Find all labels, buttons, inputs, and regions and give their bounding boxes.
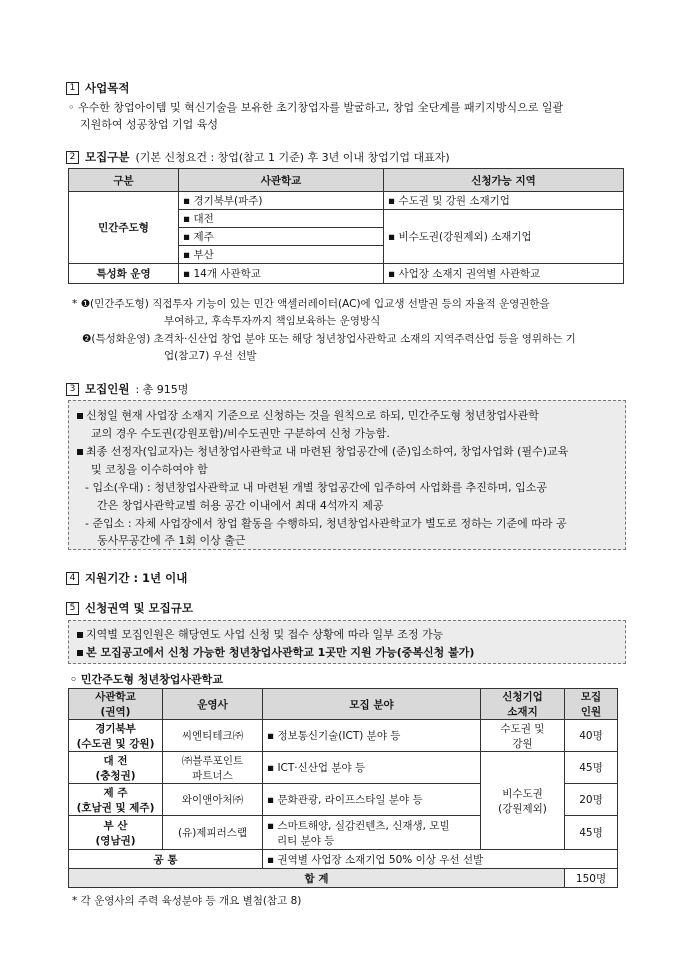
cell-line: 파트너스	[192, 769, 233, 782]
body-line: 본 모집공고에서 신청 가능한 청년창업사관학교 1곳만 지원 가능(중복신청 불가)	[86, 646, 475, 659]
section-4-heading	[66, 570, 187, 586]
table-cell: ▪ 수도권 및 강원 소재기업	[384, 192, 624, 210]
body-line: 지역별 모집인원은 해당연도 사업 신청 및 접수 상황에 따라 일부 조정 가능	[86, 628, 444, 641]
table-header: 사관학교	[179, 169, 384, 192]
cell-line: (호남권 및 제주)	[76, 801, 155, 814]
body-line: 동사무공간에 주 1회 이상 출근	[97, 534, 246, 547]
section-title: 지원기간 : 1년 이내	[85, 571, 188, 585]
table-cell	[69, 784, 163, 816]
table-cell: ▪ ICT·신산업 분야 등	[263, 752, 481, 784]
table-cell: ▪ 14개 사관학교	[179, 264, 384, 284]
body-line: ◦ 우수한 창업아이템 및 혁신기술을 보유한 초기창업자를 발굴하고, 창업 全단계를 패키지방식으로 일괄	[68, 101, 564, 114]
notice-box	[68, 620, 626, 664]
table-cell	[481, 752, 565, 850]
body-line: 교의 경우 수도권(강원포함)/비수도권만 구분하여 신청 가능함.	[91, 427, 390, 440]
cell-line: 수도권 및	[500, 722, 545, 735]
cell-line: 부 산	[103, 819, 128, 832]
recruitment-table	[68, 688, 618, 888]
bullet-icon	[77, 449, 83, 455]
table-cell: 20명	[565, 784, 618, 816]
cell-line: ㈜블루포인트	[181, 754, 244, 767]
footnote: * 각 운영사의 주력 육성분야 등 개요 별첨(참고 8)	[72, 895, 302, 907]
cell-line: (영남권)	[95, 834, 136, 847]
cell-line: (강원제외)	[498, 802, 547, 815]
header-line: 모집	[580, 691, 602, 703]
note-line: * ❶(민간주도형) 직접투자 기능이 있는 민간 액셀러레이터(AC)에 입교생 선발권 등의 자율적 운영권한을	[72, 298, 550, 310]
table-cell: 45명	[565, 752, 618, 784]
table-row	[69, 720, 618, 752]
cell-line: (충청권)	[95, 769, 136, 782]
bullet-icon	[77, 413, 83, 419]
section-number: 2	[66, 151, 79, 164]
category-table	[68, 168, 624, 284]
body-line: 지원하여 성공창업 기업 육성	[80, 118, 219, 131]
table-header	[481, 689, 565, 720]
section-2-heading	[66, 149, 450, 165]
table-cell: ▪ 정보통신기술(ICT) 분야 등	[263, 720, 481, 752]
section-subtitle: (기본 신청요건 : 창업(참고 1 기준) 후 3년 이내 창업기업 대표자)	[135, 151, 450, 164]
section-number: 5	[66, 602, 79, 615]
header-line: 인원	[580, 706, 602, 718]
body-line: 및 코칭을 이수하여야 함	[91, 463, 208, 476]
body-line: 최종 선정자(입교자)는 청년창업사관학교 내 마련된 창업공간에 (준)입소하여, 창업사업화 (필수)교육	[86, 445, 569, 458]
header-line: 신청기업	[502, 691, 543, 703]
section-number: 4	[66, 572, 79, 585]
table-cell: ▪ 부산	[179, 246, 384, 264]
table-cell	[69, 752, 163, 784]
section-1-heading	[66, 80, 129, 96]
body-line: 간은 창업사관학교별 허용 공간 이내에서 최대 4석까지 제공	[97, 499, 384, 512]
table-cell	[481, 720, 565, 752]
note-line: ❷(특성화운영) 초격차·신산업 창업 분야 또는 해당 청년창업사관학교 소재의 지역주력산업 등을 영위하는 기	[82, 333, 576, 345]
table-header: 모집 분야	[263, 689, 481, 720]
table-cell: 45명	[565, 816, 618, 850]
table-cell	[263, 816, 481, 850]
table-cell: 씨엔티테크㈜	[163, 720, 263, 752]
table-row	[69, 869, 618, 888]
table-header: 신청가능 지역	[384, 169, 624, 192]
section-3-heading	[66, 381, 188, 397]
bullet-icon	[77, 650, 83, 656]
cell-line: 비수도권	[502, 787, 543, 800]
cell-line: ▪ 스마트해양, 실감컨텐츠, 신재생, 모빌	[267, 819, 450, 832]
section-title: 신청권역 및 모집규모	[85, 601, 193, 615]
body-line: - 입소(우대) : 청년창업사관학교 내 마련된 개별 창업공간에 입주하여 사업화를 추진하며, 입소공	[85, 481, 548, 494]
subsection-title: ◦ 민간주도형 청년창업사관학교	[70, 673, 223, 686]
table-cell: 민간주도형	[69, 192, 179, 264]
table-cell: ▪ 제주	[179, 228, 384, 246]
table-cell: 150명	[565, 869, 618, 888]
table-cell: 특성화 운영	[69, 264, 179, 284]
section-number: 3	[66, 383, 79, 396]
table-cell	[69, 720, 163, 752]
bullet-icon	[77, 632, 83, 638]
table-cell: 공 통	[69, 850, 263, 869]
cell-line: (수도권 및 강원)	[76, 737, 155, 750]
cell-line: 제 주	[103, 786, 128, 799]
table-cell: ▪ 비수도권(강원제외) 소재기업	[384, 210, 624, 264]
cell-line: 대 전	[103, 754, 128, 767]
header-line: (권역)	[100, 706, 131, 718]
section-title: 모집구분	[85, 150, 130, 164]
info-box	[68, 400, 626, 550]
section-subtitle: : 총 915명	[135, 383, 189, 396]
section-title: 모집인원	[85, 382, 130, 396]
body-line: - 준입소 : 자체 사업장에서 창업 활동을 수행하되, 청년창업사관학교가 별도로 정하는 기준에 따라 공	[85, 517, 567, 530]
note-line: 업(참고7) 우선 선발	[164, 350, 257, 362]
section-number: 1	[66, 82, 79, 95]
table-cell: ▪ 권역별 사업장 소재기업 50% 이상 우선 선발	[263, 850, 618, 869]
section-5-heading	[66, 600, 193, 616]
table-cell: ▪ 사업장 소재지 권역별 사관학교	[384, 264, 624, 284]
table-row	[69, 850, 618, 869]
table-cell: ▪ 문화관광, 라이프스타일 분야 등	[263, 784, 481, 816]
table-cell: 와이앤아처㈜	[163, 784, 263, 816]
cell-line: 경기북부	[95, 722, 136, 735]
cell-line: 리티 분야 등	[277, 834, 335, 847]
table-header: 운영사	[163, 689, 263, 720]
header-line: 소재지	[507, 706, 538, 718]
table-cell: ▪ 대전	[179, 210, 384, 228]
table-header	[565, 689, 618, 720]
cell-line: 강원	[512, 737, 533, 750]
table-cell: ▪ 경기북부(파주)	[179, 192, 384, 210]
note-line: 부여하고, 후속투자까지 책임보육하는 운영방식	[164, 315, 381, 327]
table-cell	[163, 752, 263, 784]
table-cell: 합 계	[69, 869, 565, 888]
table-cell: (유)제피러스랩	[163, 816, 263, 850]
body-line: 신청일 현재 사업장 소재지 기준으로 신청하는 것을 원칙으로 하되, 민간주도형 청년창업사관학	[86, 409, 539, 422]
header-line: 사관학교	[95, 691, 136, 703]
table-header	[69, 689, 163, 720]
section-title: 사업목적	[85, 81, 130, 95]
table-cell	[69, 816, 163, 850]
table-row	[69, 752, 618, 784]
table-header: 구분	[69, 169, 179, 192]
table-cell: 40명	[565, 720, 618, 752]
